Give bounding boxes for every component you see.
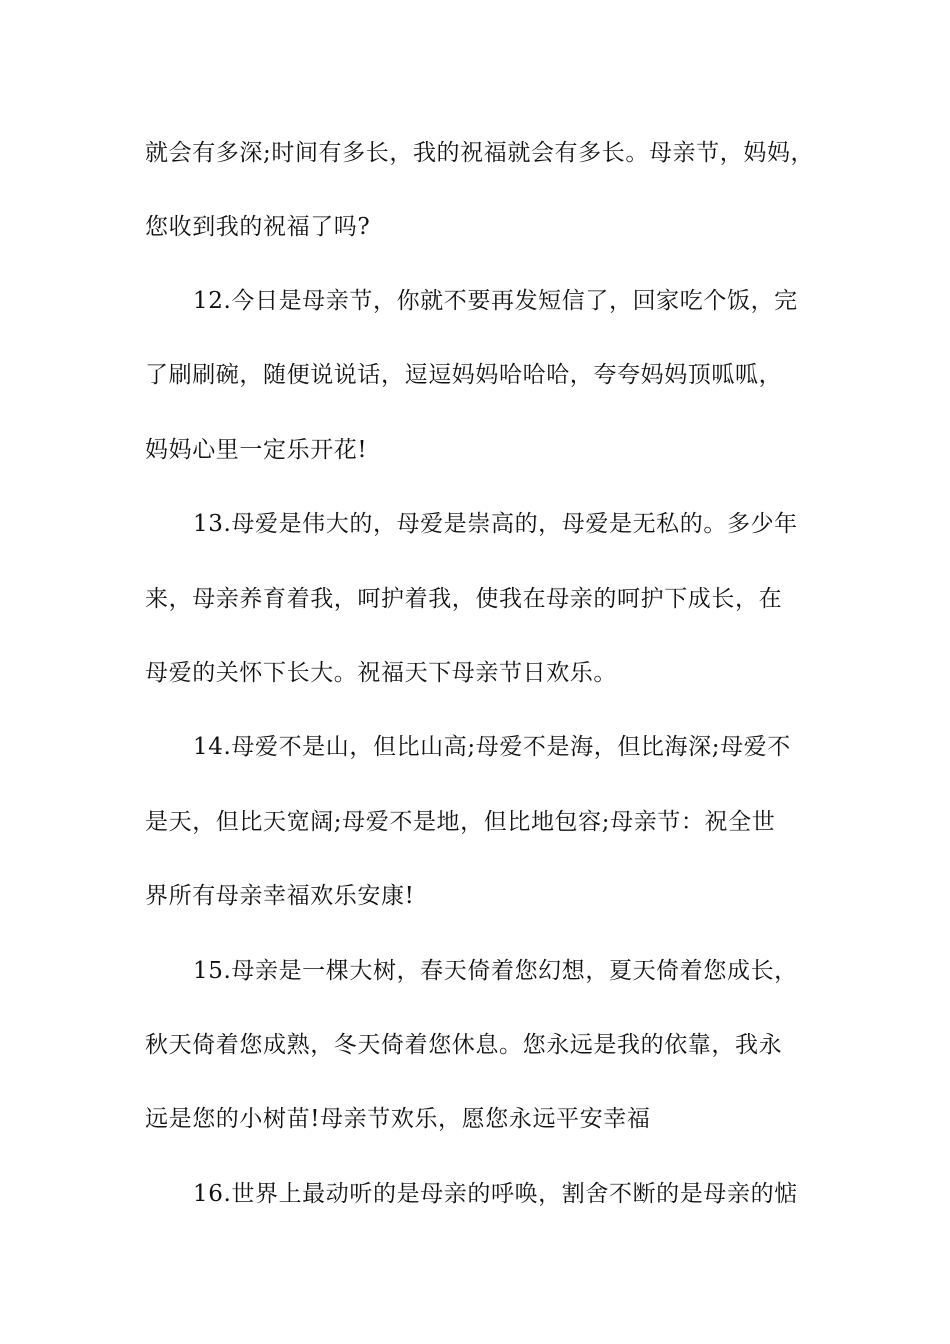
text-line: 母爱的关怀下长大。祝福天下母亲节日欢乐。 bbox=[145, 660, 617, 686]
paragraph-16-start: 16.世界上最动听的是母亲的呼唤，割舍不断的是母亲的惦 bbox=[193, 1181, 798, 1207]
text-line: 来，母亲养育着我，呵护着我，使我在母亲的呵护下成长，在 bbox=[145, 586, 783, 612]
text-line: 妈妈心里一定乐开花! bbox=[145, 437, 368, 463]
text-line: 是天，但比天宽阔;母爱不是地，但比地包容;母亲节：祝全世 bbox=[145, 809, 776, 835]
paragraph-12-start: 12.今日是母亲节，你就不要再发短信了，回家吃个饭，完 bbox=[193, 288, 798, 314]
paragraph-14-start: 14.母爱不是山，但比山高;母爱不是海，但比海深;母爱不 bbox=[193, 734, 791, 760]
text-line: 了刷刷碗，随便说说话，逗逗妈妈哈哈哈，夸夸妈妈顶呱呱， bbox=[145, 362, 783, 388]
text-line: 秋天倚着您成熟，冬天倚着您休息。您永远是我的依靠，我永 bbox=[145, 1032, 783, 1058]
paragraph-15-start: 15.母亲是一棵大树，春天倚着您幻想，夏天倚着您成长， bbox=[193, 958, 798, 984]
text-line: 界所有母亲幸福欢乐安康! bbox=[145, 883, 415, 909]
text-line: 远是您的小树苗!母亲节欢乐，愿您永远平安幸福 bbox=[145, 1106, 651, 1132]
text-line: 您收到我的祝福了吗? bbox=[145, 214, 371, 240]
text-line: 就会有多深;时间有多长，我的祝福就会有多长。母亲节，妈妈， bbox=[145, 140, 815, 166]
paragraph-13-start: 13.母爱是伟大的，母爱是崇高的，母爱是无私的。多少年 bbox=[193, 511, 798, 537]
